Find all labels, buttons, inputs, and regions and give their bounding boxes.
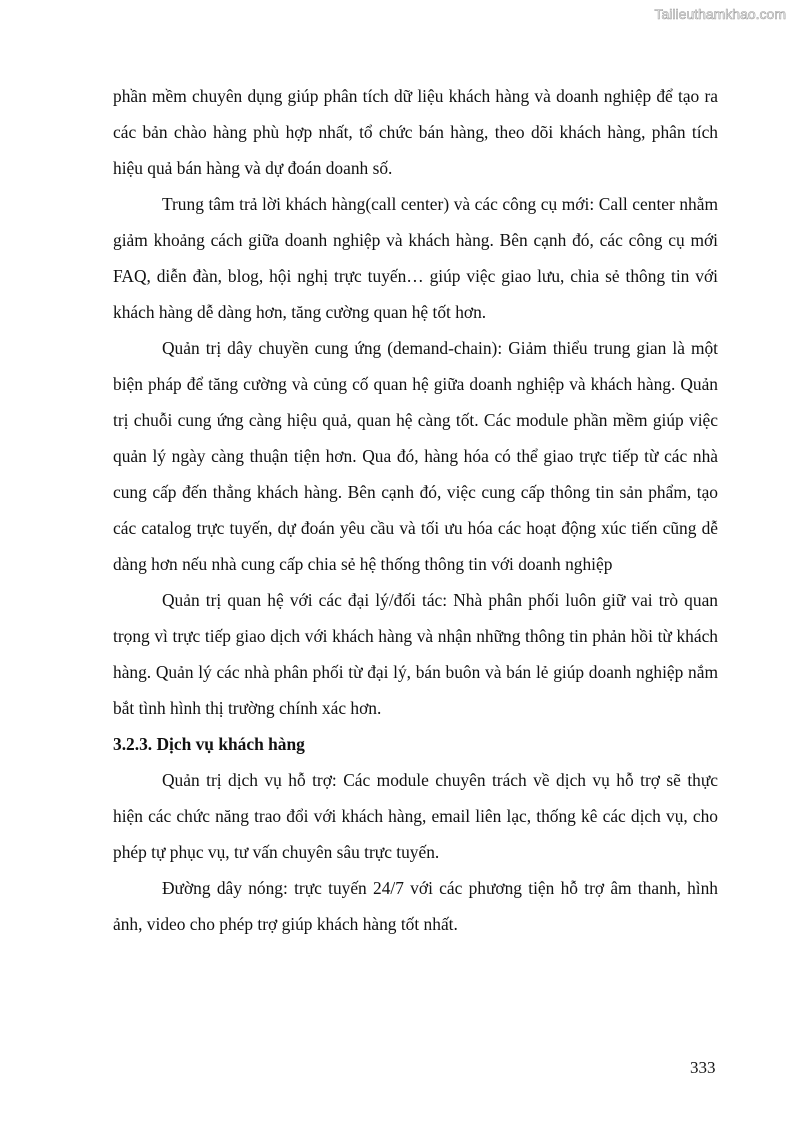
page-number: 333 (690, 1058, 716, 1077)
paragraph-support-services: Quản trị dịch vụ hỗ trợ: Các module chuyên trách về dịch vụ hỗ trợ sẽ thực hiện các chức năng trao đổi với khách hàng, email liên lạc, thống kê các dịch vụ, cho phép tự phục vụ, tư vấn chuyên sâu trực tuyến. (113, 770, 718, 862)
paragraph-crm-software: phần mềm chuyên dụng giúp phân tích dữ liệu khách hàng và doanh nghiệp để tạo ra các bản chào hàng phù hợp nhất, tổ chức bán hàng, theo dõi khách hàng, phân tích hiệu quả bán hàng và dự đoán doanh số. (113, 86, 718, 178)
watermark-text: Tailieuthamkhao.com (654, 6, 786, 22)
section-heading: 3.2.3. Dịch vụ khách hàng (113, 734, 305, 754)
page-body (113, 78, 718, 942)
paragraph-partner-relations: Quản trị quan hệ với các đại lý/đối tác: Nhà phân phối luôn giữ vai trò quan trọng vì trực tiếp giao dịch với khách hàng và nhận những thông tin phản hồi từ khách hàng. Quản lý các nhà phân phối từ đại lý, bán buôn và bán lẻ giúp doanh nghiệp nắm bắt tình hình thị trường chính xác hơn. (113, 590, 718, 718)
paragraph-demand-chain: Quản trị dây chuyền cung ứng (demand-chain): Giảm thiểu trung gian là một biện pháp để tăng cường và củng cố quan hệ giữa doanh nghiệp và khách hàng. Quản trị chuỗi cung ứng càng hiệu quả, quan hệ càng tốt. Các module phần mềm giúp việc quản lý ngày càng thuận tiện hơn. Qua đó, hàng hóa có thể giao trực tiếp từ các nhà cung cấp đến thẳng khách hàng. Bên cạnh đó, việc cung cấp thông tin sản phẩm, tạo các catalog trực tuyến, dự đoán yêu cầu và tối ưu hóa các hoạt động xúc tiến cũng dễ dàng hơn nếu nhà cung cấp chia sẻ hệ thống thông tin với doanh nghiệp (113, 338, 718, 574)
paragraph-call-center: Trung tâm trả lời khách hàng(call center) và các công cụ mới: Call center nhằm giảm khoảng cách giữa doanh nghiệp và khách hàng. Bên cạnh đó, các công cụ mới FAQ, diễn đàn, blog, hội nghị trực tuyến… giúp việc giao lưu, chia sẻ thông tin với khách hàng dễ dàng hơn, tăng cường quan hệ tốt hơn. (113, 194, 718, 322)
paragraph-hotline: Đường dây nóng: trực tuyến 24/7 với các phương tiện hỗ trợ âm thanh, hình ảnh, video cho phép trợ giúp khách hàng tốt nhất. (113, 878, 718, 934)
